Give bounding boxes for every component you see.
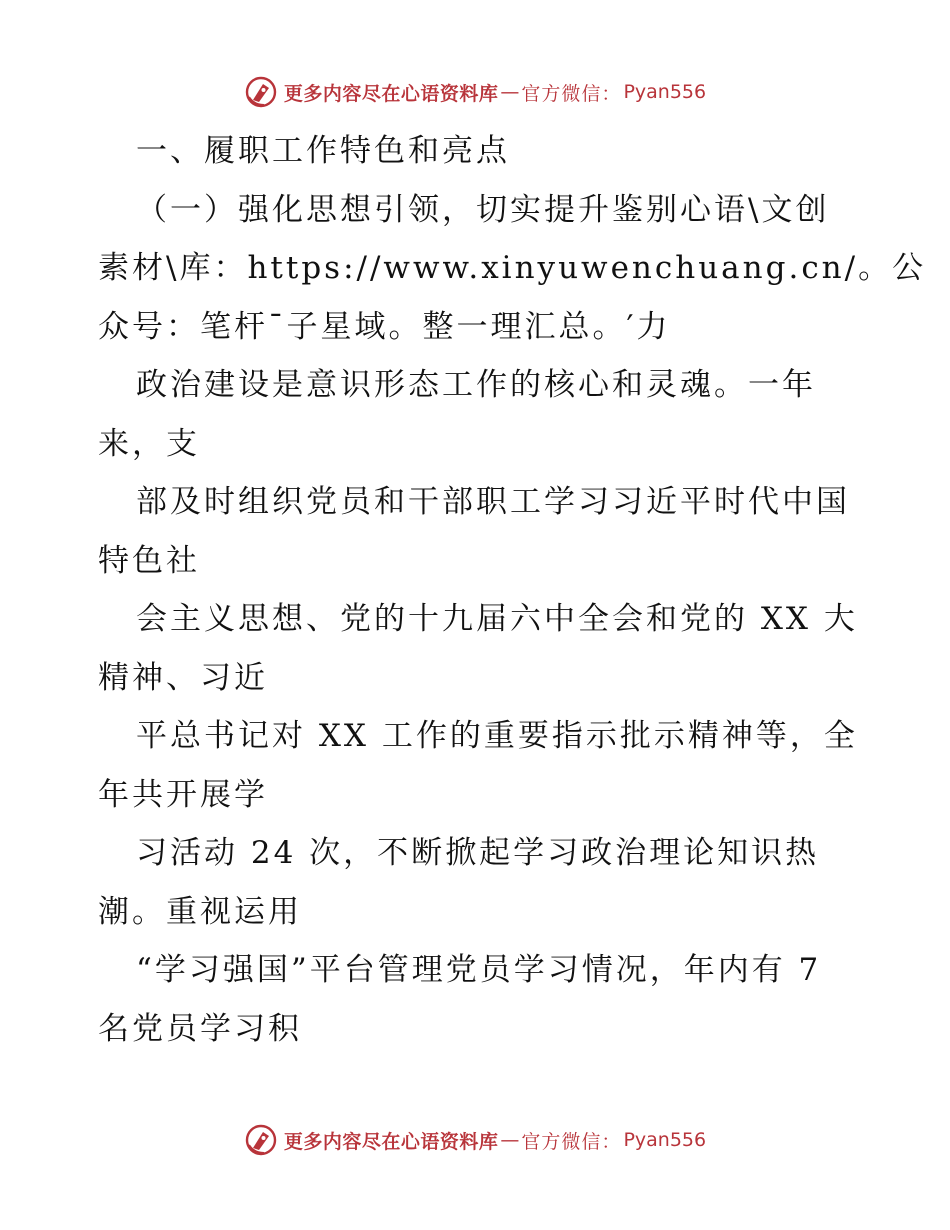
text-line: 特色社	[98, 542, 200, 579]
subsection-heading: （一）强化思想引领，切实提升鉴别心语\文创	[136, 191, 830, 228]
banner-dash: —	[500, 81, 520, 103]
text-line: 精神、习近	[98, 659, 268, 696]
banner-main-text: 更多内容尽在心语资料库	[283, 82, 499, 105]
text-line: 潮。重视运用	[98, 893, 302, 930]
text-line: 众号：笔杆¯子星域。整一理汇总。′力	[98, 308, 671, 345]
text-line: 素材\库：https://www.xinyuwenchuang.cn/。公	[98, 250, 927, 286]
text-line: 政治建设是意识形态工作的核心和灵魂。一年	[136, 367, 816, 403]
text-line: 会主义思想、党的十九届六中全会和党的 XX 大	[136, 601, 858, 637]
footer-watermark-banner	[0, 1120, 950, 1160]
banner-main-text: 更多内容尽在心语资料库	[283, 1130, 499, 1153]
banner-wechat-id: Pyan556	[623, 1129, 707, 1151]
header-watermark-banner	[0, 72, 950, 112]
banner-dash: —	[500, 1129, 520, 1151]
pen-nib-logo-icon	[244, 1123, 278, 1157]
text-line: 名党员学习积	[98, 1010, 302, 1047]
text-line: “学习强国”平台管理党员学习情况，年内有 7	[136, 952, 822, 988]
text-line: 习活动 24 次，不断掀起学习政治理论知识热	[136, 835, 820, 871]
banner-wechat-label: 官方微信：	[521, 1130, 622, 1153]
banner-wechat-id: Pyan556	[623, 81, 707, 103]
banner-wechat-label: 官方微信：	[521, 82, 622, 105]
text-line: 年共开展学	[98, 776, 268, 813]
text-line: 部及时组织党员和干部职工学习习近平时代中国	[136, 484, 850, 520]
document-body	[98, 122, 927, 1058]
text-line: 平总书记对 XX 工作的重要指示批示精神等，全	[136, 718, 858, 754]
text-line: 来，支	[98, 425, 200, 462]
section-heading: 一、履职工作特色和亮点	[136, 133, 510, 169]
pen-nib-logo-icon	[244, 75, 278, 109]
